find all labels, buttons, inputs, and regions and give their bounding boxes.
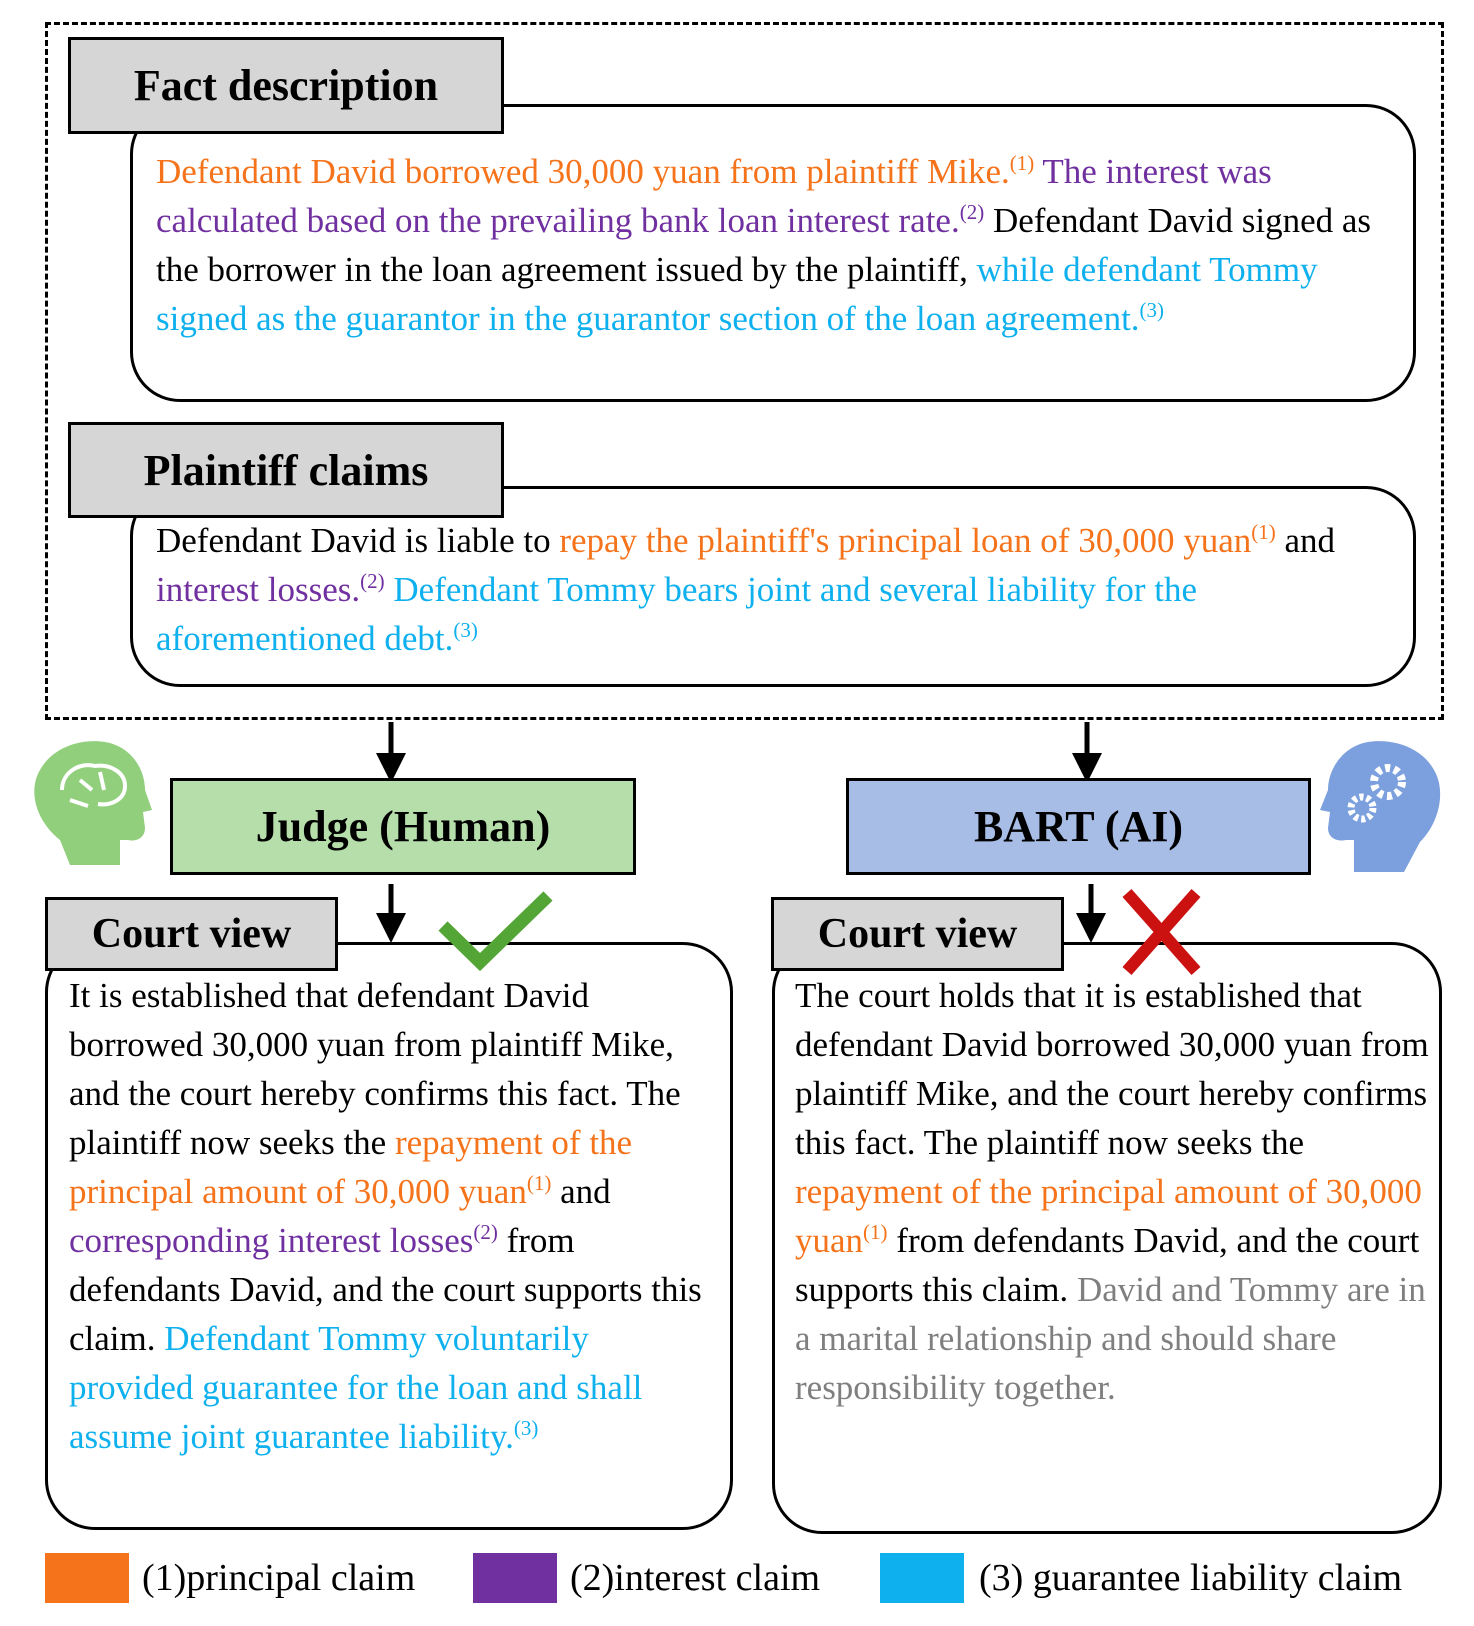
legend-swatch-interest bbox=[473, 1553, 557, 1603]
plaintiff-claims-title: Plaintiff claims bbox=[143, 445, 429, 495]
claims-principal-text: repay the plaintiff's principal loan of 30,000 yuan bbox=[559, 521, 1252, 560]
claims-marker-3: (3) bbox=[453, 618, 478, 642]
checkmark-icon bbox=[443, 896, 548, 962]
claims-marker-1: (1) bbox=[1251, 520, 1276, 544]
judge-plain-text: It is established that defendant David borrowed 30,000 yuan from plaintiff Mike, and the court hereby confirms this fact. The plaintiff now seeks the bbox=[69, 976, 681, 1162]
judge-court-view-title: Court view bbox=[91, 911, 292, 957]
bart-court-view-title: Court view bbox=[817, 911, 1018, 957]
judge-and-text: and bbox=[560, 1172, 611, 1211]
fact-plain-text: Defendant David signed as the borrower in the loan agreement issued by the plaintiff, bbox=[156, 201, 1372, 289]
fact-marker-2: (2) bbox=[959, 200, 985, 224]
judge-marker-2: (2) bbox=[473, 1220, 498, 1244]
fact-guarantee-text: while defendant Tommy signed as the guarantor in the guarantor section of the loan agreement. bbox=[156, 250, 1318, 338]
judge-plain-text-2: from defendants David, and the court supports this claim. bbox=[69, 1221, 702, 1358]
legend-swatch-guarantee bbox=[880, 1553, 964, 1603]
legend-swatch-principal bbox=[45, 1553, 129, 1603]
fact-principal-text: Defendant David borrowed 30,000 yuan from plaintiff Mike. bbox=[156, 152, 1010, 191]
judge-principal-text: repayment of the principal amount of 30,000 yuan bbox=[69, 1123, 633, 1211]
bart-marker-1: (1) bbox=[863, 1220, 888, 1244]
judge-human-label: Judge (Human) bbox=[255, 802, 551, 851]
legend-label-interest: (2)interest claim bbox=[570, 1557, 821, 1599]
fact-marker-1: (1) bbox=[1009, 151, 1035, 175]
judge-marker-3: (3) bbox=[513, 1416, 539, 1440]
claims-plain-text: Defendant David is liable to bbox=[156, 521, 551, 560]
claims-and-text: and bbox=[1284, 521, 1336, 560]
judge-marker-1: (1) bbox=[526, 1171, 552, 1195]
bart-ai-label: BART (AI) bbox=[973, 802, 1184, 851]
bart-principal-text: repayment of the principal amount of 30,000 yuan bbox=[795, 1172, 1422, 1260]
bart-plain-text: The court holds that it is established that defendant David borrowed 30,000 yuan from plaintiff Mike, and the court hereby confirms this fact. The plaintiff now seeks the bbox=[795, 976, 1429, 1162]
legend-label-principal: (1)principal claim bbox=[142, 1557, 416, 1599]
bart-plain-text-2: from defendants David, and the court supports this claim. bbox=[795, 1221, 1420, 1309]
claims-interest-text: interest losses. bbox=[156, 570, 361, 609]
fact-interest-text: The interest was calculated based on the prevailing bank loan interest rate. bbox=[156, 152, 1272, 240]
judge-interest-text: corresponding interest losses bbox=[69, 1221, 474, 1260]
fact-marker-3: (3) bbox=[1139, 298, 1165, 322]
fact-description-title: Fact description bbox=[133, 61, 439, 110]
bart-hallucination-text: David and Tommy are in a marital relationship and should share responsibility together. bbox=[795, 1270, 1426, 1407]
judge-guarantee-text: Defendant Tommy voluntarily provided guarantee for the loan and shall assume joint guarantee liability. bbox=[69, 1319, 643, 1456]
legend-label-guarantee: (3) guarantee liability claim bbox=[979, 1557, 1403, 1599]
claims-guarantee-text: Defendant Tommy bears joint and several liability for the aforementioned debt. bbox=[156, 570, 1198, 658]
cross-icon bbox=[1127, 893, 1196, 971]
claims-marker-2: (2) bbox=[360, 569, 385, 593]
